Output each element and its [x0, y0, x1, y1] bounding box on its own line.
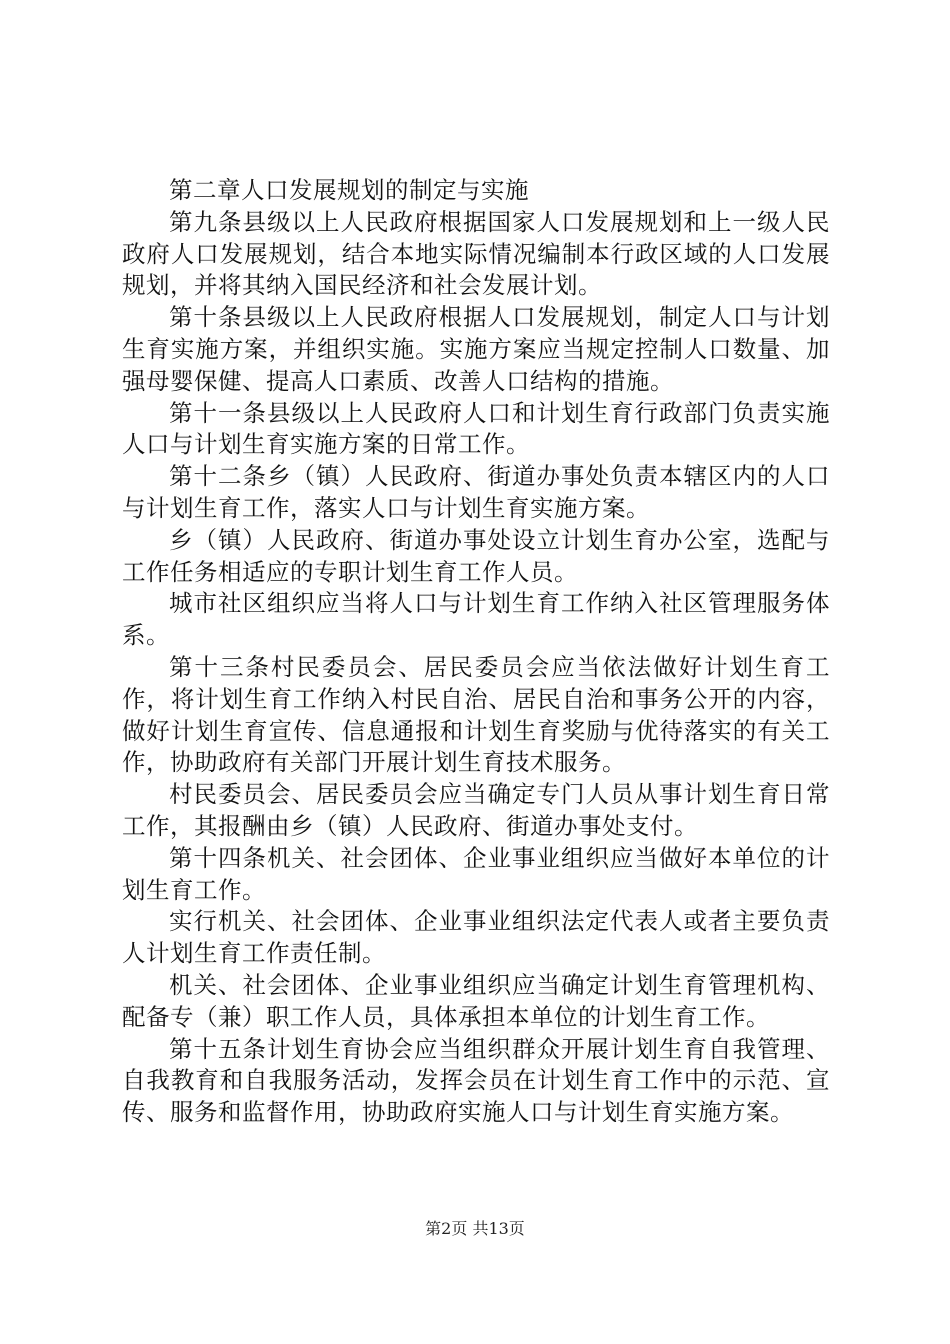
paragraph: 实行机关、社会团体、企业事业组织法定代表人或者主要负责人计划生育工作责任制。: [122, 907, 830, 968]
paragraph: 第十二条乡（镇）人民政府、街道办事处负责本辖区内的人口与计划生育工作，落实人口与计划生育实施方案。: [122, 462, 830, 522]
paragraph: 第九条县级以上人民政府根据国家人口发展规划和上一级人民政府人口发展规划，结合本地实际情况编制本行政区域的人口发展规划，并将其纳入国民经济和社会发展计划。: [122, 207, 830, 300]
chapter-heading: 第二章人口发展规划的制定与实施: [169, 176, 529, 204]
paragraph: 第十三条村民委员会、居民委员会应当依法做好计划生育工作，将计划生育工作纳入村民自治、居民自治和事务公开的内容，做好计划生育宣传、信息通报和计划生育奖励与优待落实的有关工作，协助政府有关部门开展计划生育技术服务。: [122, 652, 830, 777]
paragraph: 第十条县级以上人民政府根据人口发展规划，制定人口与计划生育实施方案，并组织实施。实施方案应当规定控制人口数量、加强母婴保健、提高人口素质、改善人口结构的措施。: [122, 303, 830, 395]
page-number-footer: 第2页 共13页: [425, 1219, 525, 1238]
document-body: [122, 175, 830, 1129]
paragraph: 第十五条计划生育协会应当组织群众开展计划生育自我管理、自我教育和自我服务活动，发挥会员在计划生育工作中的示范、宣传、服务和监督作用，协助政府实施人口与计划生育实施方案。: [122, 1034, 830, 1127]
paragraph: 第十一条县级以上人民政府人口和计划生育行政部门负责实施人口与计划生育实施方案的日常工作。: [122, 398, 830, 459]
paragraph: 城市社区组织应当将人口与计划生育工作纳入社区管理服务体系。: [122, 589, 830, 650]
paragraph: 机关、社会团体、企业事业组织应当确定计划生育管理机构、配备专（兼）职工作人员，具体承担本单位的计划生育工作。: [122, 970, 830, 1031]
paragraph: 第十四条机关、社会团体、企业事业组织应当做好本单位的计划生育工作。: [122, 843, 830, 904]
paragraph: 乡（镇）人民政府、街道办事处设立计划生育办公室，选配与工作任务相适应的专职计划生育工作人员。: [122, 525, 830, 586]
paragraph: 村民委员会、居民委员会应当确定专门人员从事计划生育日常工作，其报酬由乡（镇）人民政府、街道办事处支付。: [122, 780, 830, 840]
